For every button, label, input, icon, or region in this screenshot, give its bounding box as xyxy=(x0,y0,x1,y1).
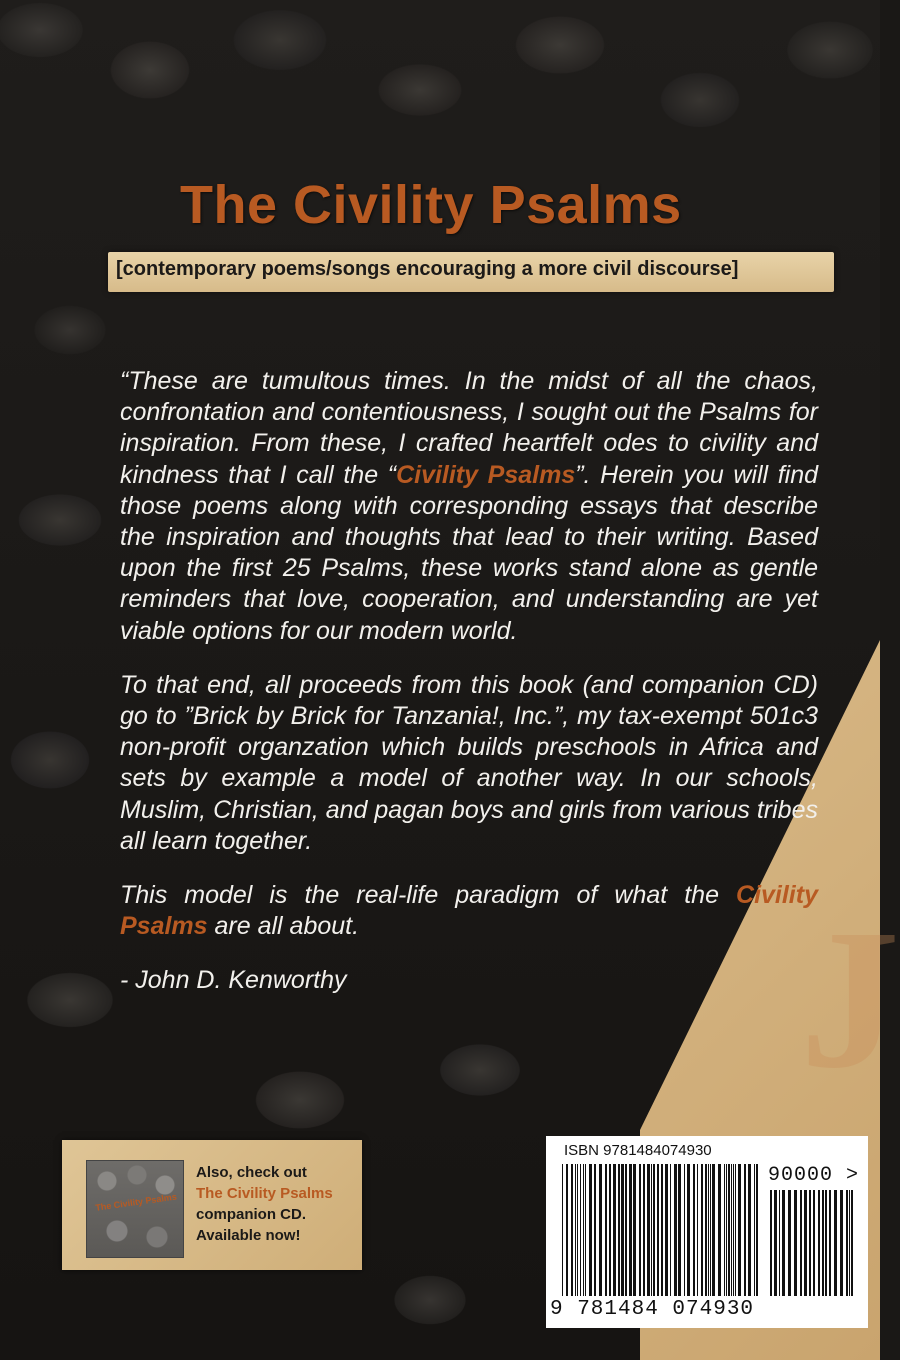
barcode-bar xyxy=(846,1190,848,1296)
barcode-bar xyxy=(599,1164,602,1296)
barcode-bar xyxy=(849,1190,850,1296)
barcode-bar xyxy=(735,1164,736,1296)
barcode-bar xyxy=(701,1164,703,1296)
barcode-bar xyxy=(678,1164,681,1296)
barcode-bar xyxy=(670,1164,671,1296)
barcode-bar xyxy=(744,1164,746,1296)
barcode-bar xyxy=(609,1164,611,1296)
barcode-bar xyxy=(647,1164,650,1296)
blurb-p1-text-b: ”. Herein you will find those poems along with corresponding essays that describe the inspiration and thoughts that lead to their writing. Based upon the first 25 Psalms, these works stand alone as gentle reminders that love, cooperation, and understanding are yet viable options for our modern world. xyxy=(120,460,819,645)
promo-line-1: Also, check out xyxy=(196,1164,307,1181)
price-code: 90000 > xyxy=(768,1164,860,1187)
barcode-bar xyxy=(651,1164,652,1296)
barcode-bar xyxy=(585,1164,586,1296)
barcode-bar xyxy=(625,1164,627,1296)
barcode-bar xyxy=(851,1190,853,1296)
barcode-bar xyxy=(710,1164,711,1296)
author-signature: - John D. Kenworthy xyxy=(120,966,347,995)
barcode-bar xyxy=(657,1164,659,1296)
isbn-label: ISBN 9781484074930 xyxy=(564,1142,712,1159)
barcode-bar xyxy=(575,1164,576,1296)
blurb-paragraph-3 xyxy=(120,880,818,942)
blurb-p3-accent: Civility Psalms xyxy=(120,881,818,941)
barcode-bar xyxy=(724,1164,725,1296)
barcode-bar xyxy=(754,1164,755,1296)
barcode-bar xyxy=(697,1164,698,1296)
barcode-bar xyxy=(731,1164,732,1296)
addon-barcode-icon xyxy=(768,1190,858,1296)
barcode-bar xyxy=(618,1164,620,1296)
promo-line-4: Available now! xyxy=(196,1227,301,1244)
barcode-bar xyxy=(643,1164,645,1296)
barcode-bar xyxy=(712,1164,715,1296)
barcode-bar xyxy=(571,1164,573,1296)
barcode-bar xyxy=(748,1164,751,1296)
barcode-bar xyxy=(577,1164,578,1296)
barcode-bar xyxy=(834,1190,837,1296)
barcode-bar xyxy=(653,1164,655,1296)
barcode-bar xyxy=(639,1164,641,1296)
barcode-bar xyxy=(580,1164,581,1296)
barcode-bar xyxy=(661,1164,663,1296)
promo-text xyxy=(196,1162,364,1246)
barcode-bar xyxy=(629,1164,632,1296)
barcode-bar xyxy=(813,1190,815,1296)
barcode-bar xyxy=(674,1164,677,1296)
barcode-bar xyxy=(633,1164,636,1296)
barcode-bar xyxy=(684,1164,685,1296)
barcode-bar xyxy=(705,1164,707,1296)
barcode-bar xyxy=(589,1164,592,1296)
barcode-bar xyxy=(779,1190,780,1296)
barcode-bar xyxy=(794,1190,797,1296)
blurb-p3-text-b: are all about. xyxy=(207,912,360,941)
barcode-bar xyxy=(583,1164,584,1296)
blurb-p1-text-a: “These are tumultous times. In the midst of all the chaos, confrontation and contentiousness, I sought out the Psalms for inspiration. From these, I crafted heartfelt odes to civility and kindness that I call the “ xyxy=(120,367,818,489)
blurb-p1-accent: Civility Psalms xyxy=(396,460,576,489)
promo-line-2: The Civility Psalms xyxy=(196,1185,333,1202)
isbn-digits: 9 781484 074930 xyxy=(550,1298,755,1321)
blurb-text xyxy=(120,366,818,1020)
barcode-bar xyxy=(770,1190,772,1296)
barcode-bar xyxy=(687,1164,690,1296)
barcode-bar xyxy=(613,1164,616,1296)
isbn-barcode-box xyxy=(546,1136,868,1328)
barcode-bar xyxy=(728,1164,730,1296)
barcode-bar xyxy=(829,1190,831,1296)
blurb-paragraph-1 xyxy=(120,366,818,647)
barcode-bar xyxy=(693,1164,695,1296)
barcode-bar xyxy=(822,1190,824,1296)
barcode-bar xyxy=(818,1190,820,1296)
barcode-bar xyxy=(804,1190,807,1296)
barcode-bar xyxy=(733,1164,734,1296)
barcode-bar xyxy=(840,1190,843,1296)
barcode-bar xyxy=(562,1164,563,1296)
barcode-bar xyxy=(621,1164,624,1296)
barcode-bar xyxy=(594,1164,596,1296)
barcode-bar xyxy=(708,1164,709,1296)
cd-thumbnail-title: The Civility Psalms xyxy=(94,1191,178,1213)
barcode-bar xyxy=(788,1190,791,1296)
barcode-bar xyxy=(809,1190,811,1296)
barcode-bar xyxy=(782,1190,785,1296)
barcode-bar xyxy=(800,1190,802,1296)
barcode-bar xyxy=(738,1164,741,1296)
barcode-bar xyxy=(566,1164,568,1296)
barcode-bar xyxy=(718,1164,721,1296)
blurb-p3-text-a: This model is the real-life paradigm of what the xyxy=(120,881,737,910)
barcode-bar xyxy=(726,1164,727,1296)
ean13-barcode-icon xyxy=(560,1164,760,1296)
book-title: The Civility Psalms xyxy=(180,175,682,235)
companion-cd-promo xyxy=(62,1140,362,1270)
barcode-bar xyxy=(605,1164,607,1296)
barcode-bar xyxy=(825,1190,827,1296)
cd-cover-thumbnail xyxy=(86,1160,184,1258)
paper-watermark-glyph: J xyxy=(800,889,900,1110)
promo-line-3: companion CD. xyxy=(196,1206,307,1223)
book-subtitle: [contemporary poems/songs encouraging a more civil discourse] xyxy=(116,258,739,280)
barcode-bar xyxy=(756,1164,758,1296)
blurb-paragraph-2: To that end, all proceeds from this book (and companion CD) go to ”Brick by Brick for Tanzania!, Inc.”, my tax-exempt 501c3 non-profit organzation which builds preschools in Africa and sets by example a model of another way. In our schools, Muslim, Christian, and pagan boys and girls from various tribes all learn together. xyxy=(120,670,818,855)
barcode-bar xyxy=(665,1164,668,1296)
barcode-bar xyxy=(774,1190,777,1296)
